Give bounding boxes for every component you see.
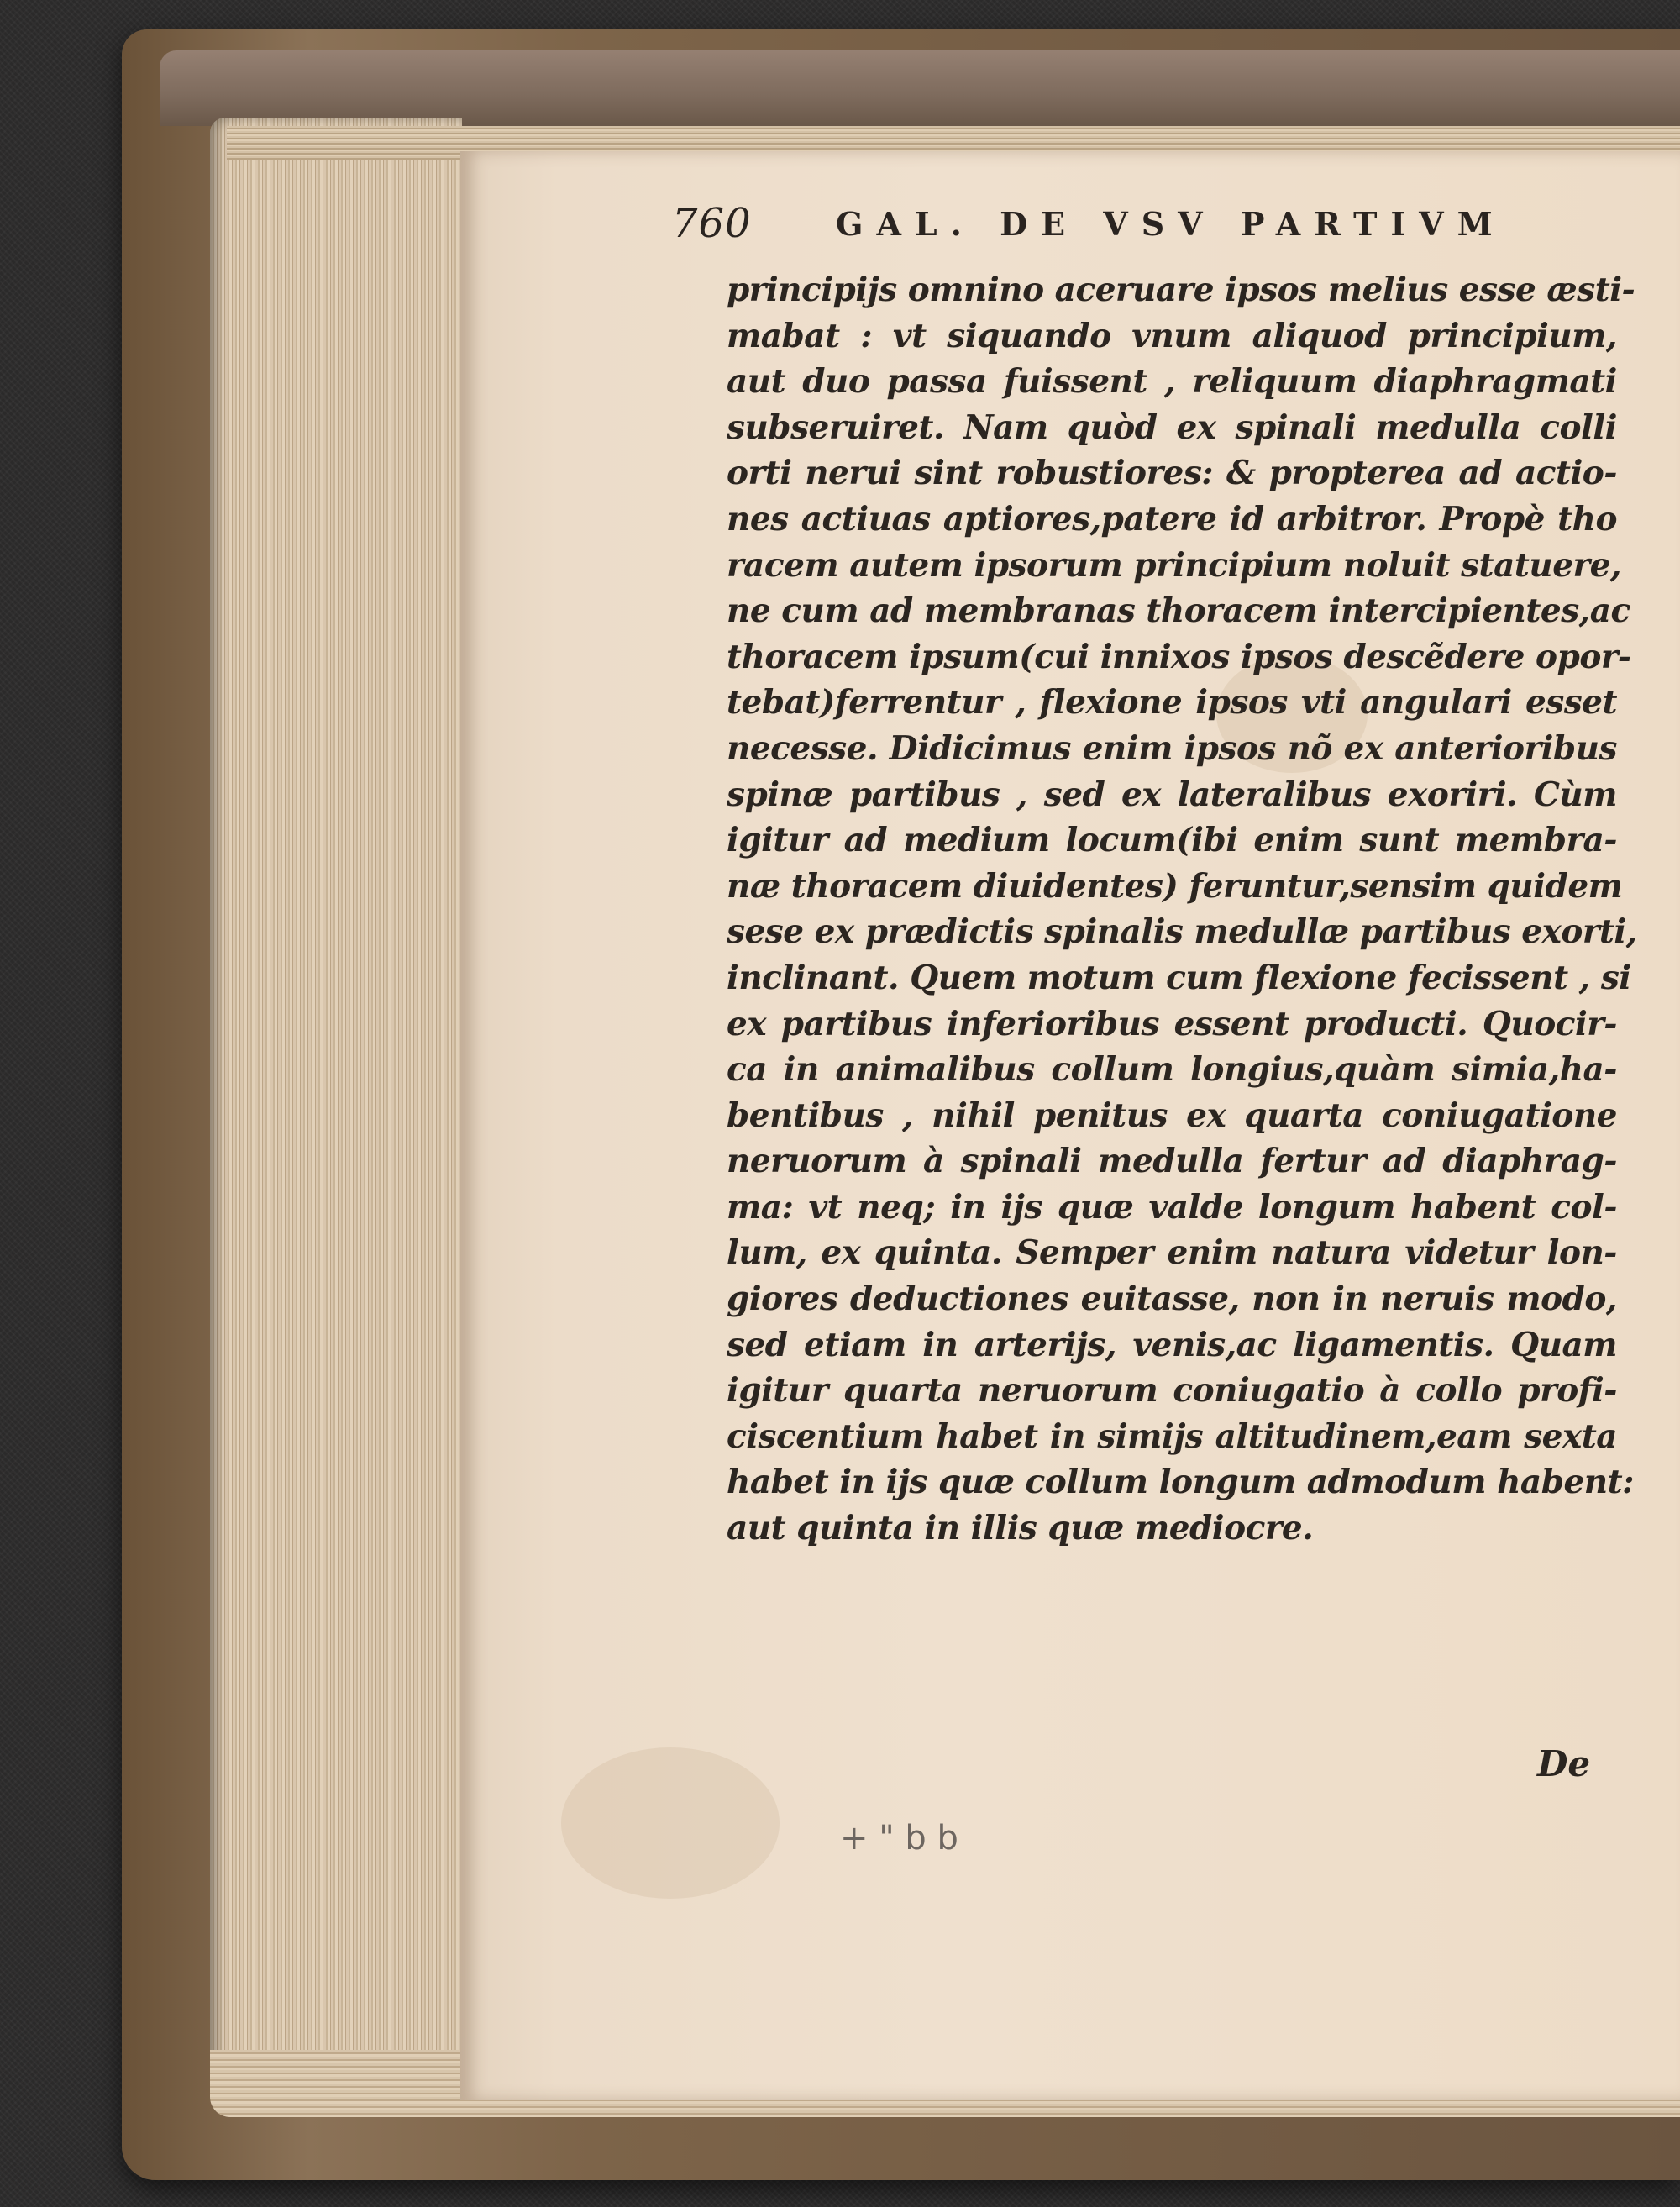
text-line: ex partibus inferioribus essent producti. Quocir- [727,1004,1617,1043]
page-fore-edge [210,118,462,2109]
text-line: mabat : vt siquando vnum aliquod principium, [727,316,1617,355]
text-line: igitur quarta neruorum coniugatio à collo profi- [727,1371,1617,1411]
text-line: spinæ partibus , sed ex lateralibus exoriri. Cùm [727,775,1617,814]
book-cover-top-edge [160,50,1680,126]
text-line: lum, ex quinta. Semper enim natura videtur lon- [727,1233,1617,1273]
running-head [672,200,1554,259]
text-line: igitur ad medium locum(ibi enim sunt membra- [727,821,1617,860]
text-line: thoracem ipsum(cui innixos ipsos descẽdere opor- [727,637,1631,676]
text-line: inclinant. Quem motum cum flexione fecissent , si [727,958,1631,997]
text-line: subseruiret. Nam quòd ex spinali medulla colli [727,407,1617,447]
text-line: habet in ijs quæ collum longum admodum habent: [727,1463,1635,1502]
text-line: aut quinta in illis quæ mediocre. [727,1509,1314,1548]
text-line: bentibus , nihil penitus ex quarta coniugatione [727,1096,1617,1135]
text-line: principijs omnino aceruare ipsos melius esse æsti- [727,271,1635,309]
text-line: sed etiam in arterijs, venis,ac ligamentis. Quam [727,1325,1617,1364]
text-line: tebat)ferrentur , flexione ipsos vti angulari esset [727,683,1617,723]
catchword: De [1537,1743,1591,1784]
page-number: 760 [672,200,752,247]
text-line: ne cum ad membranas thoracem intercipientes,ac [727,591,1630,631]
pencil-note: + " b b [840,1819,958,1858]
text-line: aut duo passa fuissent , reliquum diaphragmati [727,362,1617,402]
page-stain [561,1747,780,1899]
text-line: necesse. Didicimus enim ipsos nõ ex anterioribus [727,728,1617,768]
text-line: racem autem ipsorum principium noluit statuere, [727,545,1621,585]
body-text [727,267,1637,1552]
text-line: ciscentium habet in simijs altitudinem,eam sexta [727,1416,1617,1456]
text-line: ma: vt neq; in ijs quæ valde longum habent col- [727,1187,1617,1227]
text-line: orti nerui sint robustiores: & propterea ad actio- [727,454,1617,493]
text-line: neruorum à spinali medulla fertur ad diaphrag- [727,1142,1617,1181]
text-line: næ thoracem diuidentes) feruntur,sensim quidem [727,866,1623,906]
text-line: nes actiuas aptiores,patere id arbitror. Propè tho [727,499,1617,539]
running-title: GAL. DE VSV PARTIVM [836,205,1506,243]
text-line: ca in animalibus collum longius,quàm simia,ha- [727,1050,1617,1090]
text-line: giores deductiones euitasse, non in neruis modo, [727,1280,1617,1319]
text-line: sese ex prædictis spinalis medullæ partibus exorti, [727,912,1637,952]
